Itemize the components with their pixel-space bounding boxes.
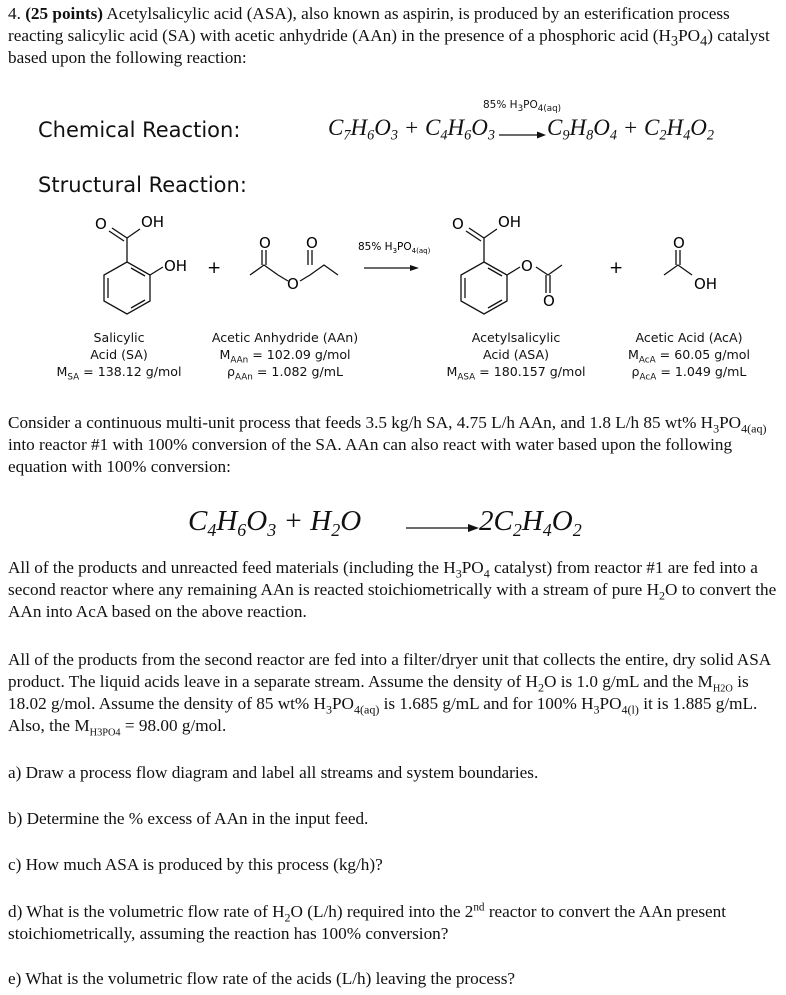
- structural-reaction-diagram: [0, 205, 786, 315]
- problem-points: (25 points): [25, 4, 104, 23]
- plus-sign-2: +: [609, 258, 624, 278]
- equation-2-lhs: $C_4H_6O_3 + H_2O$: [188, 505, 362, 540]
- asa-acetyl-o: O: [543, 292, 555, 310]
- paragraph-feed: Consider a continuous multi-unit process that feeds 3.5 kg/h SA, 4.75 L/h AAn, and 1.8 L/h 85 wt% $H_3PO_{4(aq)}$ into reactor #1 with 100% conversion of the SA. AAn can also react with water based upon the following equation with 100% conversion:: [8, 413, 767, 476]
- aan-bridge-o: O: [287, 275, 299, 293]
- equation-1-arrow: [499, 130, 547, 140]
- equation-1-lhs: $C_7H_6O_3 + C_4H_6O_3$: [328, 115, 495, 144]
- sa-carboxyl-oh: OH: [141, 213, 165, 231]
- question-a: a) Draw a process flow diagram and label all streams and system boundaries.: [8, 763, 539, 782]
- sa-carbonyl-o: O: [95, 215, 107, 233]
- acetic-acid-structure: [664, 250, 692, 275]
- structural-reaction-heading: Structural Reaction:: [38, 173, 247, 197]
- catalyst-label-2: 85% $H_3PO_{4(aq)}$: [358, 241, 431, 255]
- aca-o: O: [673, 234, 685, 252]
- equation-1-rhs: $C_9H_8O_4 + C_2H_4O_2$: [547, 115, 714, 144]
- compound-label-sa: Salicylic Acid (SA) $M_{SA} = 138.12$ g/mol: [56, 330, 182, 383]
- problem-intro: 4. (25 points) Acetylsalicylic acid (ASA), also known as aspirin, is produced by an esterification process reacting salicylic acid (SA) with acetic anhydride (AAn) in the presence of a phosphoric acid $(H_3PO_4)$ catalyst based upon the following reaction:: [8, 4, 770, 67]
- aan-o-2: O: [306, 234, 318, 252]
- salicylic-acid-structure: [104, 228, 163, 314]
- asa-carboxyl-oh: OH: [498, 213, 522, 231]
- paragraph-filter-dryer: All of the products from the second reactor are fed into a filter/dryer unit that collects the entire, dry solid ASA product. The liquid acids leave in a separate stream. Assume the density of $H_2O$ is 1.0 g/mL and the $M_{H2O}$ is 18.02 g/mol. Assume the density of 85 wt% $H_3PO_{4(aq)}$ is 1.685 g/mL and for 100% $H_3PO_{4(l)}$ it is 1.885 g/mL. Also, the $M_{H3PO4} = 98.00$ g/mol.: [8, 650, 771, 739]
- chemical-reaction-heading: Chemical Reaction:: [38, 118, 241, 142]
- question-d: d) What is the volumetric flow rate of $H_2O$ (L/h) required into the 2nd reactor to convert the AAn present stoichiometrically, assuming the reaction has 100% conversion?: [8, 901, 727, 943]
- asa-carbonyl-o: O: [452, 215, 464, 233]
- paragraph-reactor-2: All of the products and unreacted feed materials (including the $H_3PO_4$ catalyst) from reactor #1 are fed into a second reactor where any remaining AAn is reacted stoichiometrically with a stream of pure $H_2O$ to convert the AAn into AcA based on the above reaction.: [8, 558, 777, 621]
- equation-2-arrow: [406, 522, 480, 534]
- problem-number: 4.: [8, 4, 21, 23]
- question-e: e) What is the volumetric flow rate of the acids (L/h) leaving the process?: [8, 969, 516, 988]
- equation-2-rhs: $2C_2H_4O_2$: [479, 505, 582, 540]
- sa-hydroxyl-oh: OH: [164, 257, 188, 275]
- plus-sign-1: +: [207, 258, 222, 278]
- aca-oh: OH: [694, 275, 718, 293]
- compound-label-aca: Acetic Acid (AcA) $M_{AcA} = 60.05$ g/mol $\rho_{AcA} = 1.049$ g/mL: [628, 330, 750, 383]
- asa-ester-o: O: [521, 257, 533, 275]
- aan-o-1: O: [259, 234, 271, 252]
- compound-label-asa: Acetylsalicylic Acid (ASA) $M_{ASA} = 180.157$ g/mol: [446, 330, 586, 383]
- question-b: b) Determine the % excess of AAn in the input feed.: [8, 809, 369, 828]
- compound-label-aan: Acetic Anhydride (AAn) $M_{AAn} = 102.09$ g/mol $\rho_{AAn} = 1.082$ g/mL: [211, 330, 359, 383]
- question-c: c) How much ASA is produced by this process (kg/h)?: [8, 855, 383, 874]
- catalyst-label-1: 85% $H_3PO_{4(aq)}$: [483, 99, 562, 115]
